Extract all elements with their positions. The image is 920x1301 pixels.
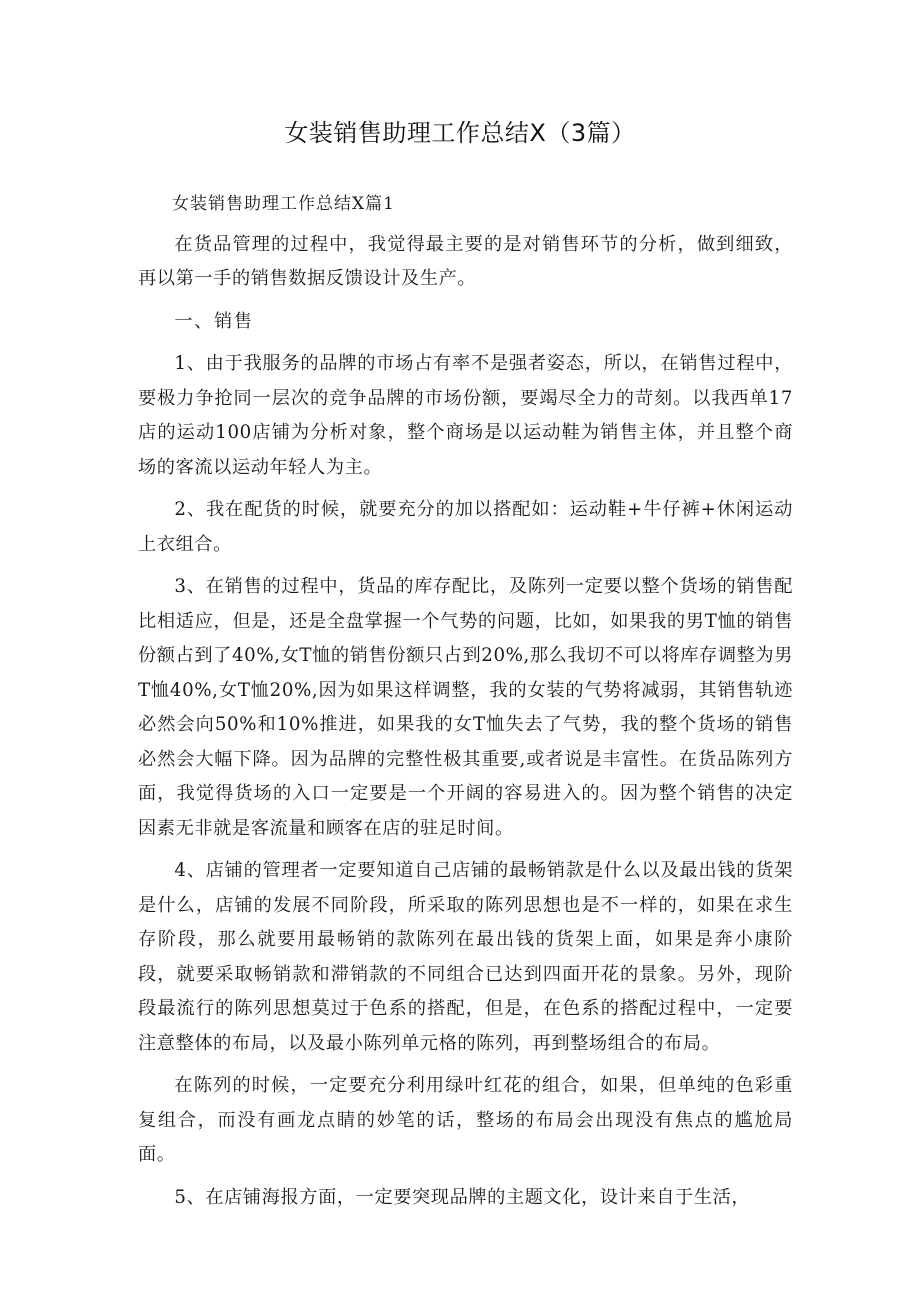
- paragraph-intro: 在货品管理的过程中，我觉得最主要的是对销售环节的分析，做到细致，再以第一手的销售数据反馈设计及生产。: [138, 233, 793, 289]
- section-subtitle: 女装销售助理工作总结X篇1: [172, 194, 395, 214]
- section-heading-sales: 一、销售: [174, 310, 254, 332]
- document-body: [138, 187, 793, 1223]
- paragraph-point-5: 5、在店铺海报方面，一定要突现品牌的主题文化，设计来自于生活，: [174, 1186, 751, 1208]
- document-title: 女装销售助理工作总结X（3篇）: [284, 119, 636, 147]
- paragraph-display-note: 在陈列的时候，一定要充分利用绿叶红花的组合，如果，但单纯的色彩重复组合，而没有画龙点睛的妙笔的话，整场的布局会出现没有焦点的尴尬局面。: [138, 1075, 793, 1165]
- paragraph-point-1: 1、由于我服务的品牌的市场占有率不是强者姿态，所以，在销售过程中，要极力争抢同一层次的竞争品牌的市场份额，要竭尽全力的苛刻。以我西单17店的运动100店铺为分析对象，整个商场是以运动鞋为销售主体，并且整个商场的客流以运动年轻人为主。: [138, 353, 793, 478]
- paragraph-point-2: 2、我在配货的时候，就要充分的加以搭配如：运动鞋+牛仔裤+休闲运动上衣组合。: [138, 499, 793, 555]
- paragraph-point-3: 3、在销售的过程中，货品的库存配比，及陈列一定要以整个货场的销售配比相适应，但是，还是全盘掌握一个气势的问题，比如，如果我的男T恤的销售份额占到了40%,女T恤的销售份额只占到20%,那么我切不可以将库存调整为男T恤40%,女T恤20%,因为如果这样调整，我的女装的气势将减弱，其销售轨迹必然会向50%和10%推进，如果我的女T恤失去了气势，我的整个货场的销售必然会大幅下降。因为品牌的完整性极其重要,或者说是丰富性。在货品陈列方面，我觉得货场的入口一定要是一个开阔的容易进入的。因为整个销售的决定因素无非就是客流量和顾客在店的驻足时间。: [138, 576, 793, 839]
- paragraph-point-4: 4、店铺的管理者一定要知道自己店铺的最畅销款是什么以及最出钱的货架是什么，店铺的发展不同阶段，所采取的陈列思想也是不一样的，如果在求生存阶段，那么就要用最畅销的款陈列在最出钱的货架上面，如果是奔小康阶段，就要采取畅销款和滞销款的不同组合已达到四面开花的景象。另外，现阶段最流行的陈列思想莫过于色系的搭配，但是，在色系的搭配过程中，一定要注意整体的布局，以及最小陈列单元格的陈列，再到整场组合的布局。: [138, 860, 793, 1054]
